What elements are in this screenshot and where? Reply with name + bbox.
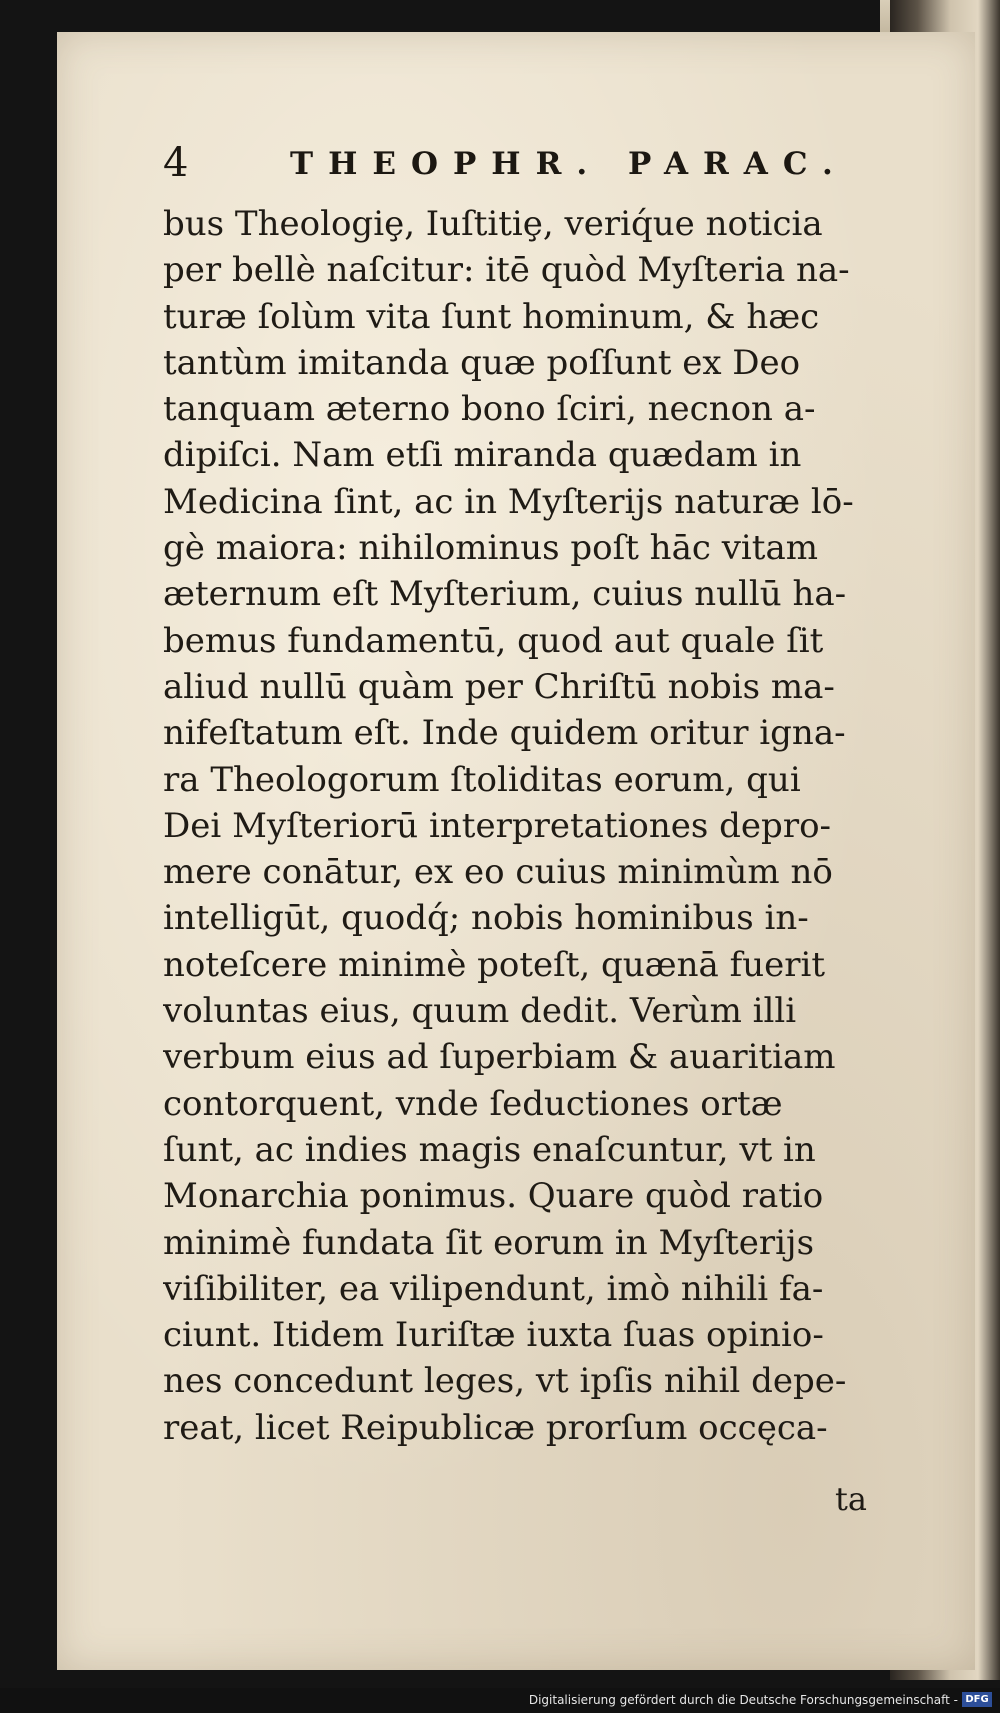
text-line: ſunt, ac indies magis enaſcuntur, vt in: [163, 1129, 816, 1170]
text-line: intelligūt, quodq́; nobis hominibus in-: [163, 898, 809, 939]
text-line: gè maiora: nihilominus poſt hāc vitam: [163, 528, 818, 569]
text-line: tanquam æterno bono ſciri, necnon a-: [163, 389, 816, 430]
text-line: nifeſtatum eſt. Inde quidem oritur igna-: [163, 713, 846, 754]
text-line: bemus fundamentū, quod aut quale ſit: [163, 620, 824, 661]
text-line: aliud nullū quàm per Chriſtū nobis ma-: [163, 666, 835, 707]
text-line: ra Theologorum ſtoliditas eorum, qui: [163, 759, 801, 800]
text-line: reat, licet Reipublicæ prorſum occęca-: [163, 1407, 828, 1448]
text-line: ciunt. Itidem Iuriſtæ iuxta ſuas opinio-: [163, 1315, 824, 1356]
text-line: turæ ſolùm vita ſunt hominum, & hæc: [163, 296, 820, 337]
text-line: mere conātur, ex eo cuius minimùm nō: [163, 852, 833, 893]
text-line: minimè fundata ſit eorum in Myſterijs: [163, 1222, 815, 1263]
text-line: per bellè naſcitur: itē quòd Myſteria na-: [163, 250, 850, 291]
text-line: nes concedunt leges, vt ipſis nihil depe-: [163, 1361, 847, 1402]
text-line: tantùm imitanda quæ poſſunt ex Deo: [163, 342, 801, 383]
text-line: voluntas eius, quum dedit. Verùm illi: [163, 991, 797, 1032]
text-line: noteſcere minimè poteſt, quænā fuerit: [163, 944, 826, 985]
text-line: verbum eius ad ſuperbiam & auaritiam: [163, 1037, 836, 1078]
running-head-title: THEOPHR. PARAC.: [290, 146, 848, 182]
funding-credit: Digitalisierung gefördert durch die Deutsche Forschungsgemeinschaft -: [528, 1693, 958, 1707]
dfg-logo: DFG: [962, 1692, 992, 1707]
text-line: viſibiliter, ea vilipendunt, imò nihili fa-: [163, 1268, 824, 1309]
text-line: Dei Myſteriorū interpretationes depro-: [163, 805, 832, 846]
text-line: æternum eſt Myſterium, cuius nullū ha-: [163, 574, 847, 615]
text-line: Medicina ſint, ac in Myſterijs naturæ lō-: [163, 481, 854, 522]
text-line: bus Theologiȩ, Iuſtitiȩ, veriq́ue noticia: [163, 204, 823, 244]
catchword: ta: [835, 1480, 867, 1518]
page-number: 4: [163, 140, 189, 186]
body-text: [163, 201, 903, 1451]
text-line: Monarchia ponimus. Quare quòd ratio: [163, 1176, 824, 1217]
text-line: contorquent, vnde ſeductiones ortæ: [163, 1083, 783, 1124]
text-line: dipiſci. Nam etſi miranda quædam in: [163, 435, 802, 476]
